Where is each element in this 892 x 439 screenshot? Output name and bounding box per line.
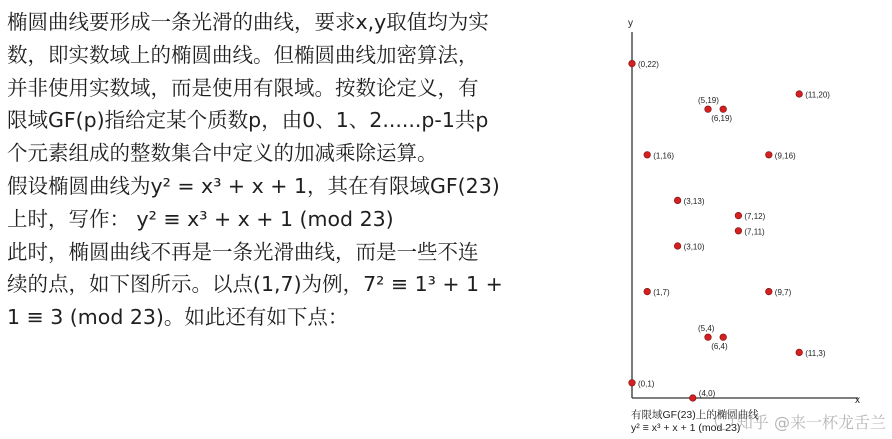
data-point <box>629 380 636 387</box>
chart-title: 有限域GF(23)上的椭圆曲线 <box>631 409 759 421</box>
data-point <box>720 334 727 341</box>
data-point <box>735 228 742 235</box>
data-point <box>674 243 681 250</box>
article-line: 1 ≡ 3 (mod 23)。如此还有如下点： <box>7 305 349 330</box>
watermark <box>715 410 886 433</box>
point-label: (7,11) <box>744 227 765 237</box>
point-label: (1,7) <box>653 288 670 298</box>
article-line: 此时，椭圆曲线不再是一条光滑曲线，而是一些不连 <box>7 239 479 264</box>
point-label: (0,22) <box>638 60 659 70</box>
data-point <box>720 106 727 113</box>
y-axis-label: y <box>628 18 633 29</box>
article-body <box>7 6 547 334</box>
point-label: (3,10) <box>683 242 705 252</box>
data-point <box>735 212 742 219</box>
x-axis-label: x <box>855 395 860 406</box>
zhihu-logo-icon <box>715 412 733 430</box>
point-label: (11,3) <box>805 348 826 358</box>
article-line: 个元素组成的整数集合中定义的加减乘除运算。 <box>7 141 438 166</box>
article-line: 续的点，如下图所示。以点(1,7)为例，7² ≡ 1³ + 1 + <box>7 272 503 297</box>
data-point <box>705 334 712 341</box>
point-label: (7,12) <box>744 212 766 222</box>
elliptic-curve-figure <box>606 0 892 439</box>
point-label: (6,19) <box>711 114 733 124</box>
data-point <box>766 152 773 159</box>
data-point <box>705 106 712 113</box>
data-point <box>766 288 773 295</box>
point-label: (11,20) <box>805 90 830 100</box>
data-point <box>629 60 636 67</box>
data-point <box>644 288 651 295</box>
article-line: 上时，写作： y² ≡ x³ + x + 1 (mod 23) <box>7 206 394 231</box>
data-point <box>690 395 697 402</box>
watermark-text: 知乎 @来一杯龙舌兰 <box>736 413 886 432</box>
point-label: (3,13) <box>683 196 705 206</box>
data-point <box>644 152 651 159</box>
article-line: 数，即实数域上的椭圆曲线。但椭圆曲线加密算法， <box>7 42 479 67</box>
data-point <box>796 91 803 98</box>
article-line: 限域GF(p)指给定某个质数p，由0、1、2......p-1共p <box>7 108 489 133</box>
scatter-chart <box>606 0 892 439</box>
point-label: (9,16) <box>774 151 796 161</box>
point-label: (0,1) <box>638 379 655 389</box>
point-label: (6,4) <box>711 342 728 352</box>
article-line: 假设椭圆曲线为y² = x³ + x + 1，其在有限域GF(23) <box>7 173 500 198</box>
point-label: (4,0) <box>698 389 716 398</box>
point-label: (5,4) <box>698 324 715 334</box>
point-label: (5,19) <box>698 96 719 106</box>
article-line: 椭圆曲线要形成一条光滑的曲线，要求x,y取值均为实 <box>7 10 489 34</box>
point-label: (9,7) <box>774 288 792 298</box>
chart-subtitle: y² ≡ x³ + x + 1 (mod 23) <box>631 422 741 434</box>
data-point <box>796 349 803 356</box>
point-label: (1,16) <box>653 151 675 161</box>
article-line: 并非使用实数域，而是使用有限域。按数论定义，有 <box>7 75 479 100</box>
data-point <box>674 197 681 204</box>
